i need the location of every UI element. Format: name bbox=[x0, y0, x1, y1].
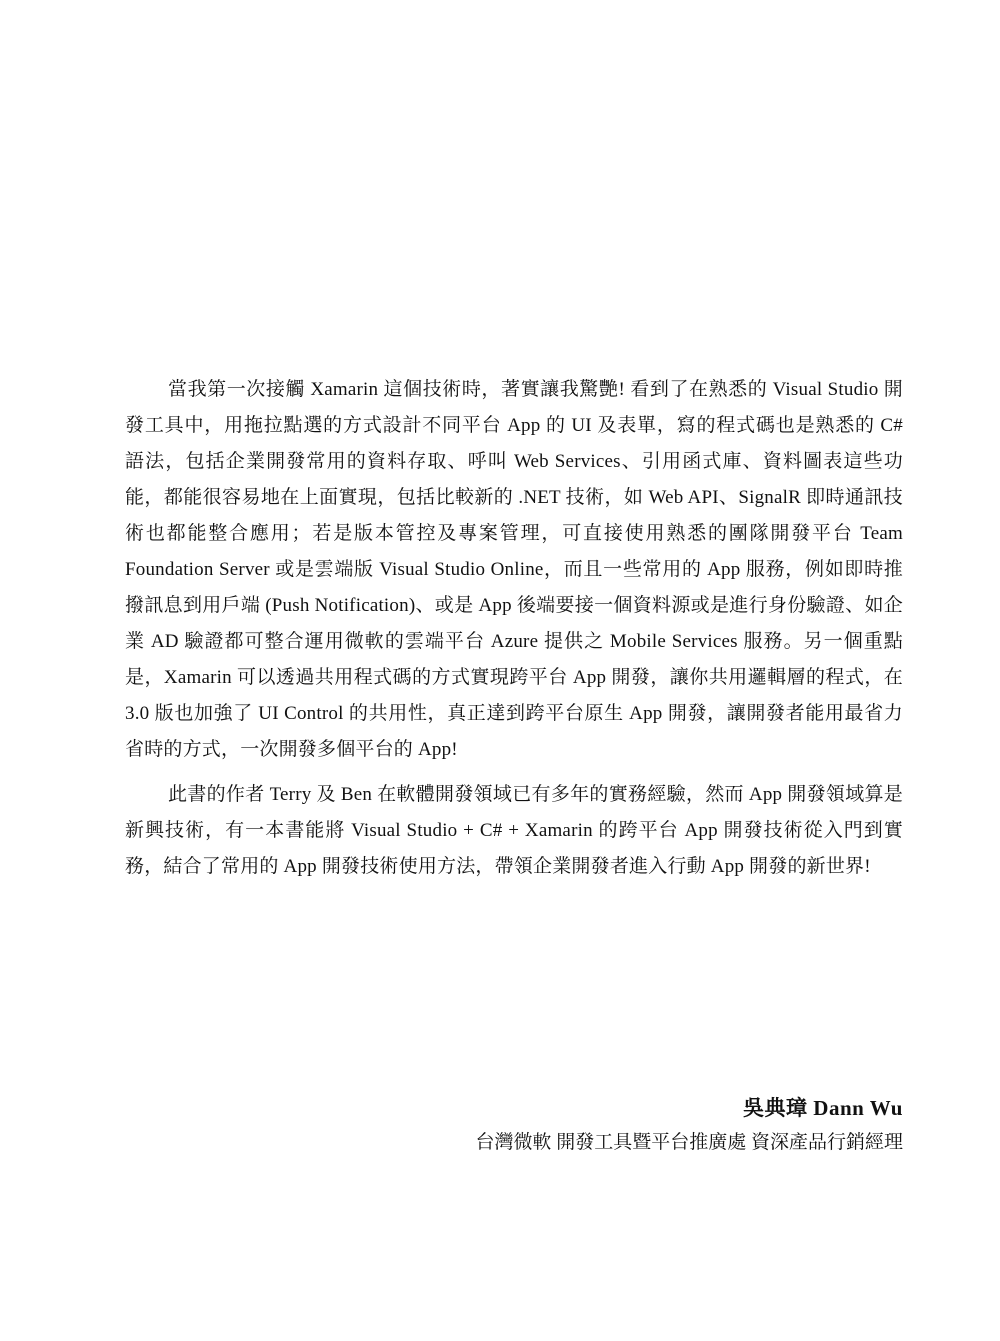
author-name: 吳典璋 Dann Wu bbox=[743, 1096, 903, 1120]
preface-body bbox=[125, 372, 903, 885]
preface-paragraph-1: 當我第一次接觸 Xamarin 這個技術時，著實讓我驚艷! 看到了在熟悉的 Visual Studio 開發工具中，用拖拉點選的方式設計不同平台 App 的 UI 及表單，寫的程式碼也是熟悉的 C# 語法，包括企業開發常用的資料存取、呼叫 Web Services、引用函式庫、資料圖表這些功能，都能很容易地在上面實現，包括比較新的 .NET 技術，如 Web API、SignalR 即時通訊技術也都能整合應用；若是版本管控及專案管理，可直接使用熟悉的團隊開發平台 Team Foundation Server 或是雲端版 Visual Studio Online，而且一些常用的 App 服務，例如即時推撥訊息到用戶端 (Push Notification)、或是 App 後端要接一個資料源或是進行身份驗證、如企業 AD 驗證都可整合運用微軟的雲端平台 Azure 提供之 Mobile Services 服務。另一個重點是，Xamarin 可以透過共用程式碼的方式實現跨平台 App 開發，讓你共用邏輯層的程式，在 3.0 版也加強了 UI Control 的共用性，真正達到跨平台原生 App 開發，讓開發者能用最省力省時的方式，一次開發多個平台的 App! bbox=[125, 379, 903, 760]
author-title: 台灣微軟 開發工具暨平台推廣處 資深產品行銷經理 bbox=[475, 1132, 903, 1153]
preface-paragraph-2: 此書的作者 Terry 及 Ben 在軟體開發領域已有多年的實務經驗，然而 App 開發領域算是新興技術，有一本書能將 Visual Studio + C# + Xamarin 的跨平台 App 開發技術從入門到實務，結合了常用的 App 開發技術使用方法，帶領企業開發者進入行動 App 開發的新世界! bbox=[125, 784, 903, 877]
signature-block bbox=[475, 1090, 903, 1160]
